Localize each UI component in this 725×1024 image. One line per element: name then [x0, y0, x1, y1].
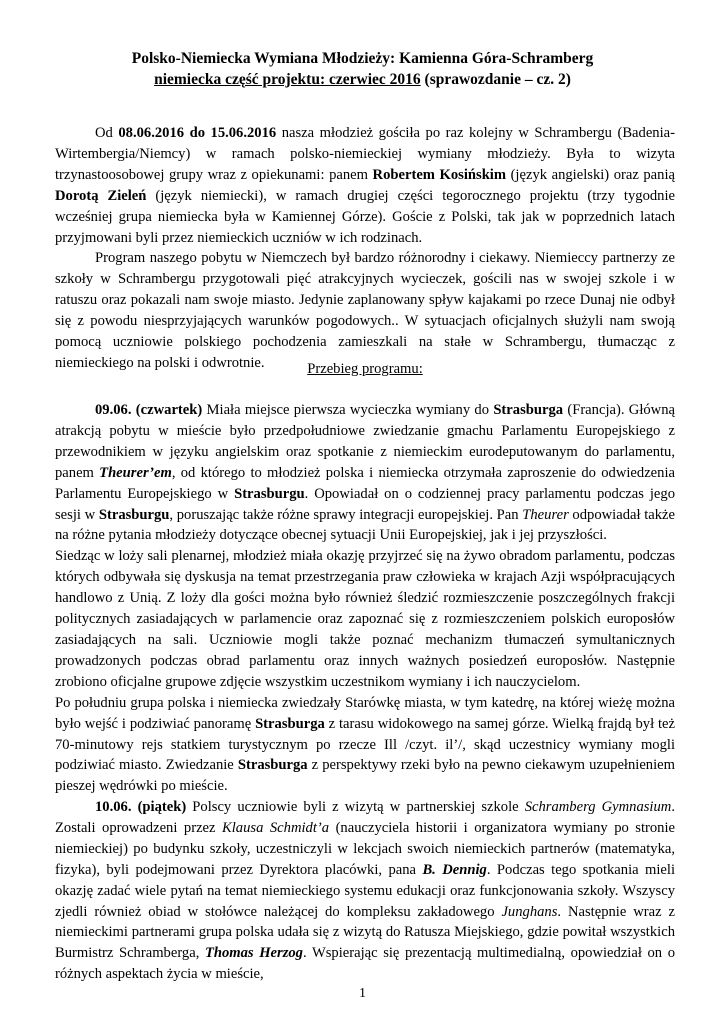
text-run: z tarasu widokowego na samej górze. Wielką frajdą był też 70-minutowy rejs statkiem turystycznym po rzecze Ill /czyt. il’/, skąd uczestnicy wymiany mogli podziwiać miasto. Zwiedzanie [55, 715, 675, 774]
text-run: Miała miejsce pierwsza wycieczka wymiany do [202, 402, 494, 418]
text-run: Thomas Herzog [204, 945, 303, 962]
text-run: 09.06. (czwartek) [95, 402, 203, 418]
page-number: 1 [359, 986, 366, 1001]
document-title [60, 48, 665, 90]
title-subtitle-underlined: niemiecka część projektu: czerwiec 2016 [154, 71, 421, 88]
title-line-2 [60, 69, 665, 90]
text-run: Strasburgu [98, 506, 170, 523]
day-1-paragraph-3 [55, 693, 675, 798]
text-run: (nauczyciela historii i organizatora wymiany po stronie niemieckiej) po budynku szkoły, uczestniczyli w lekcjach swoich niemieckich partnerów (matematyka, fizyka), byli podejmowani przez Dyrektora placówki, pana [55, 819, 676, 878]
intro-paragraph-2: Program naszego pobytu w Niemczech był bardzo różnorodny i ciekawy. Niemieccy partnerzy ze szkoły w Schrambergu przygotowali pięć atrakcyjnych wycieczek, gościli nas w swojej szkole i w ratuszu oraz pokazali nam swoje miasto. Jedynie zaplanowany spływ kajakami po rzece Dunaj nie odbył się z powodu niesprzyjających warunków pogodowych.. W sytuacjach oficjalnych służyli nam swoją pomocą uczniowie polskiego pochodzenia zamieszkali na stałe w Schrambergu, tłumacząc z niemieckiego na polski i odwrotnie. [55, 250, 675, 371]
text-run: 08.06.2016 do 15.06.2016 [118, 125, 277, 141]
text-run: z perspektywy rzeki było na pewno ciekawym uzupełnieniem pieszej wędrówki po mieście. [55, 757, 675, 795]
intro-section [55, 123, 675, 374]
text-run: Strasburga [255, 715, 325, 732]
text-run: Strasburga [237, 757, 308, 774]
intro-paragraph-1 [55, 123, 675, 248]
text-run: . Zostali oprowadzeni przez [55, 799, 675, 836]
text-run: , od którego to młodzież polska i niemiecka otrzymała zaproszenie do odwiedzenia Parlamentu Europejskiego w [55, 464, 675, 502]
day-1-section [55, 400, 675, 797]
text-run: odpowiadał także na różne pytania młodzieży dotyczące obecnej sytuacji Unii Europejskiej, jak i jej przyszłości. [55, 506, 675, 544]
text-run: Theurer [522, 506, 569, 523]
text-run: (język niemiecki), w ramach drugiej części tegorocznego projektu (trzy tygodnie wcześniej grupa niemiecka była w Kamiennej Górze). Goście z Polski, tak jak w poprzednich latach przyjmowani byli przez niemieckich uczniów w ich rodzinach. [55, 187, 675, 246]
text-run: 10.06. (piątek) [95, 799, 187, 815]
day-2-paragraph-1 [55, 797, 675, 985]
text-run: (Francja). Główną atrakcją pobytu w mieście było przedpołudniowe zwiedzanie gmachu Parlamentu Europejskiego z przewodnikiem w języku angielskim oraz spotkanie z niemieckim eurodeputowanym do parlamentu, panem [55, 402, 675, 481]
text-run: . Podczas tego spotkania mieli okazję zadać wiele pytań na temat niemieckiego systemu edukacji oraz funkcjonowania szkoły. Wszyscy zjedli również obiad w stołówce należącej do kompleksu zakładowego [55, 861, 676, 920]
day-2-section [55, 797, 675, 985]
text-run: Od [95, 125, 119, 141]
day-1-paragraph-1 [55, 400, 675, 546]
text-run: Dorotą Zieleń [55, 187, 147, 204]
text-run: , poruszając także różne sprawy integracji europejskiej. Pan [169, 506, 523, 523]
text-run: Po południu grupa polska i niemiecka zwiedzały Starówkę miasta, w tym katedrę, na której wieżę można było wejść i podziwiać panoramę [55, 694, 675, 732]
title-subtitle-rest: (sprawozdanie – cz. 2) [420, 71, 571, 88]
text-run: Schramberg Gymnasium [524, 799, 672, 815]
text-run: Klausa Schmidt’a [222, 819, 330, 836]
program-heading: Przebieg programu: [307, 361, 423, 377]
day-1-paragraph-2: Siedząc w loży sali plenarnej, młodzież miała okazję przyjrzeć się na żywo obradom parlamentu, podczas których odbywała się dyskusja na temat przestrzegania praw człowieka w krajach Azji współpracujących handlowo z Unią. Z loży dla gości można było również śledzić rozmieszczenie poszczególnych frakcji politycznych zasiadających w parlamencie oraz zapoznać się z rozmieszczeniem polskich europosłów zasiadających na sali. Uczniowie mogli także poznać mechanizm tłumaczeń symultanicznych prowadzonych podczas obrad parlamentu oraz innych ważnych posiedzeń europosłów. Następnie zrobiono oficjalne grupowe zdjęcie wszystkim uczestnikom wymiany i ich nauczycielom. [55, 548, 675, 690]
text-run: Strasburga [493, 402, 564, 418]
text-run: Robertem Kosińskim [372, 166, 507, 183]
text-run: Junghans [501, 903, 558, 920]
text-run: . Następnie wraz z niemieckimi partnerami grupa polska udała się z wizytą do Ratusza Miejskiego, gdzie powitał wszystkich Burmistrz Schramberga, [55, 903, 676, 962]
text-run: . Wspierając się prezentacją multimedialną, opowiedział on o różnych aspektach życia w mieście, [55, 945, 675, 983]
text-run: Strasburgu [234, 485, 305, 502]
program-heading-block [55, 359, 675, 380]
text-run: nasza młodzież gościła po raz kolejny w Schrambergu (Badenia-Wirtembergia/Niemcy) w ramach polsko-niemieckiej wymiany młodzieży. Była to wizyta trzynastoosobowej grupy wraz z opiekunami: panem [55, 125, 675, 183]
text-run: Theurer’em [99, 464, 172, 481]
text-run: Polscy uczniowie byli z wizytą w partnerskiej szkole [186, 799, 525, 815]
text-run: (język angielski) oraz panią [506, 166, 675, 183]
title-line-1: Polsko-Niemiecka Wymiana Młodzieży: Kamienna Góra-Schramberg [131, 50, 594, 67]
text-run: . Opowiadał on o codziennej pracy parlamentu podczas jego sesji w [55, 485, 675, 523]
text-run: B. Dennig [422, 861, 487, 878]
